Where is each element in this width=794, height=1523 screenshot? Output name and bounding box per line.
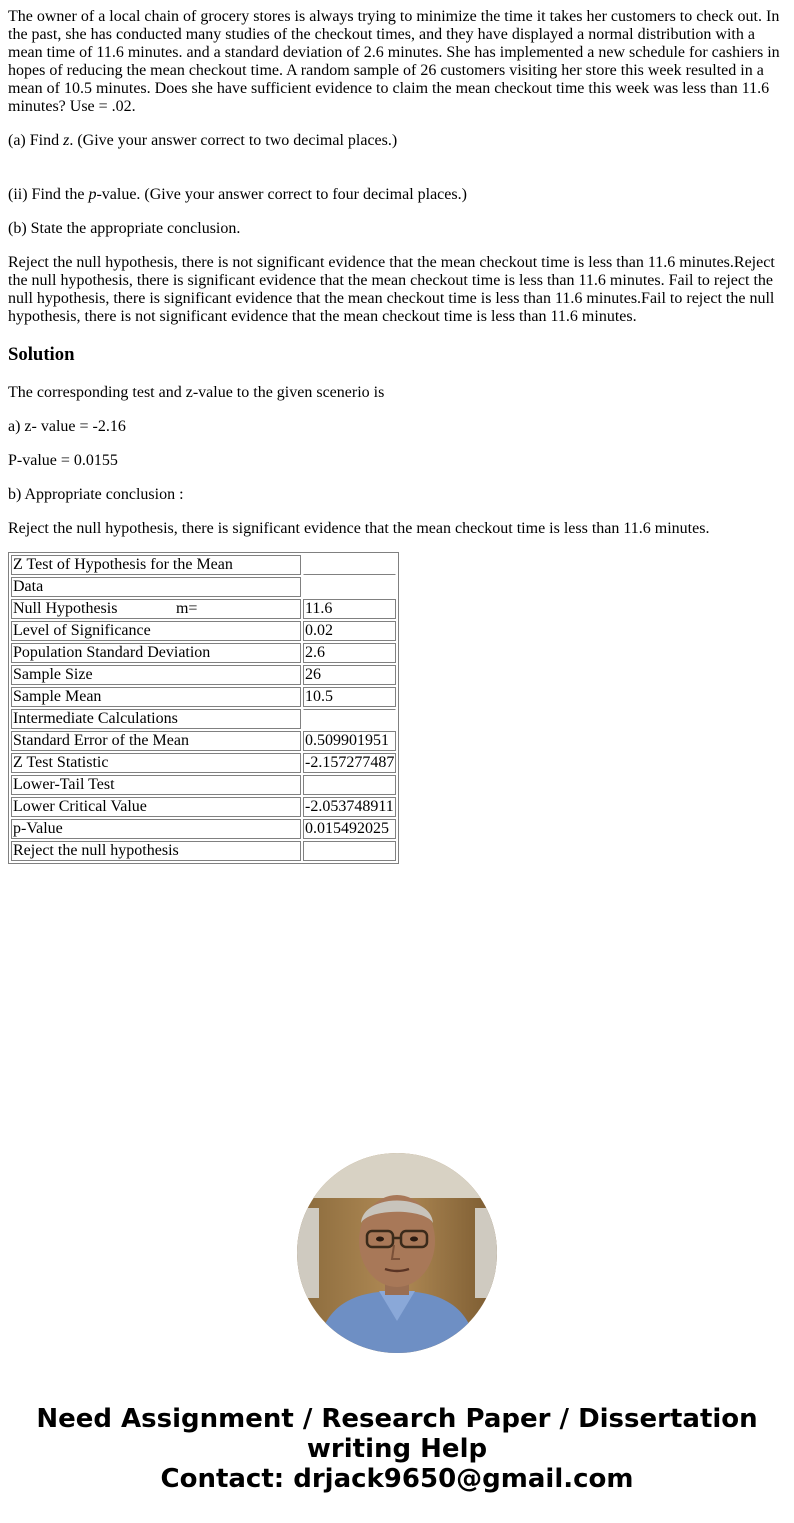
table-row <box>11 753 396 773</box>
table-row <box>11 775 396 795</box>
conclusion-options: Reject the null hypothesis, there is not significant evidence that the mean checkout time is less than 11.6 minutes.Reject the null hypothesis, there is significant evidence that the mean checkout time is less than 11.6 minutes. Fail to reject the null hypothesis, there is significant evidence that the mean checkout time is less than 11.6 minutes.Fail to reject the null hypothesis, there is not significant evidence that the mean checkout time is less than 11.6 minutes. <box>8 254 775 325</box>
std-error-value: 0.509901951 <box>303 731 396 751</box>
mu-symbol: m= <box>175 600 198 617</box>
table-row <box>11 555 396 575</box>
document-content <box>8 8 786 864</box>
data-section-label: Data <box>11 577 301 597</box>
footer-line-1: Need Assignment / Research Paper / Dissertation <box>36 1404 758 1434</box>
footer-contact: Contact: drjack9650@gmail.com <box>160 1464 634 1494</box>
sample-mean-value: 10.5 <box>303 687 396 707</box>
pop-sd-label: Population Standard Deviation <box>11 643 301 663</box>
table-row <box>11 621 396 641</box>
lower-tail-label: Lower-Tail Test <box>11 775 301 795</box>
table-row <box>11 687 396 707</box>
solution-intro: The corresponding test and z-value to the given scenerio is <box>8 384 385 401</box>
table-row <box>11 731 396 751</box>
sample-size-label: Sample Size <box>11 665 301 685</box>
footer-line-2: writing Help <box>306 1434 488 1464</box>
sample-mean-label: Sample Mean <box>11 687 301 707</box>
solution-conclusion-label: b) Appropriate conclusion : <box>8 486 184 503</box>
table-title: Z Test of Hypothesis for the Mean <box>11 555 301 575</box>
footer-banner <box>0 1404 794 1494</box>
intermediate-label: Intermediate Calculations <box>11 709 301 729</box>
sample-size-value: 26 <box>303 665 396 685</box>
table-row <box>11 797 396 817</box>
solution-p-value: P-value = 0.0155 <box>8 452 118 469</box>
solution-conclusion: Reject the null hypothesis, there is significant evidence that the mean checkout time is less than 11.6 minutes. <box>8 520 710 537</box>
solution-heading: Solution <box>8 344 75 365</box>
p-value-label: p-Value <box>11 819 301 839</box>
p-value-value: 0.015492025 <box>303 819 396 839</box>
avatar <box>297 1153 497 1353</box>
decision-label: Reject the null hypothesis <box>11 841 301 861</box>
z-stat-label: Z Test Statistic <box>11 753 301 773</box>
table-row <box>11 643 396 663</box>
table-row <box>11 577 396 597</box>
question-part-b: (b) State the appropriate conclusion. <box>8 220 241 237</box>
tutor-portrait-image <box>297 1153 497 1353</box>
pop-sd-value: 2.6 <box>303 643 396 663</box>
z-test-table <box>8 552 399 864</box>
significance-value: 0.02 <box>303 621 396 641</box>
table-row <box>11 841 396 861</box>
null-hypothesis-value: 11.6 <box>303 599 396 619</box>
table-row <box>11 819 396 839</box>
null-hypothesis-label: Null Hypothesis m= <box>11 599 301 619</box>
question-part-a: (a) Find z. (Give your answer correct to two decimal places.) <box>8 132 398 149</box>
lower-critical-label: Lower Critical Value <box>11 797 301 817</box>
question-part-ii: (ii) Find the p-value. (Give your answer correct to four decimal places.) <box>8 186 467 203</box>
z-stat-value: -2.157277487 <box>305 754 395 771</box>
question-intro: The owner of a local chain of grocery stores is always trying to minimize the time it takes her customers to check out. In the past, she has conducted many studies of the checkout times, and they have displayed a normal distribution with a mean time of 11.6 minutes. and a standard deviation of 2.6 minutes. She has implemented a new schedule for cashiers in hopes of reducing the mean checkout time. A random sample of 26 customers visiting her store this week resulted in a mean of 10.5 minutes. Does she have sufficient evidence to claim the mean checkout time this week was less than 11.6 minutes? Use = .02. <box>8 8 780 115</box>
table-row <box>11 709 396 729</box>
table-row <box>11 665 396 685</box>
lower-critical-value: -2.053748911 <box>303 797 396 817</box>
table-row <box>11 599 396 619</box>
std-error-label: Standard Error of the Mean <box>11 731 301 751</box>
significance-label: Level of Significance <box>11 621 301 641</box>
solution-z-value: a) z- value = -2.16 <box>8 418 126 435</box>
